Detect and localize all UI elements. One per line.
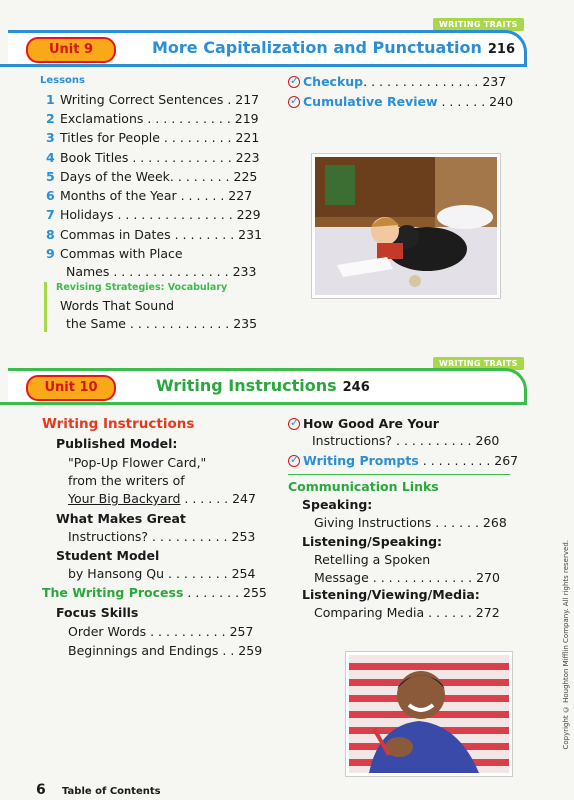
what-makes-great-1[interactable]: What Makes Great bbox=[56, 511, 186, 526]
lesson-number: 7 bbox=[46, 207, 55, 222]
footer-label: Table of Contents bbox=[62, 786, 161, 797]
check-icon bbox=[288, 96, 300, 108]
writing-prompts-row[interactable]: ✓Writing Prompts . . . . . . . . . 267 bbox=[288, 453, 518, 468]
lesson-number: 8 bbox=[46, 227, 55, 242]
lesson-number: 1 bbox=[46, 92, 55, 107]
lesson-label: Commas with Place bbox=[60, 246, 183, 261]
writing-traits-tag: WRITING TRAITS bbox=[433, 18, 524, 31]
communication-links-heading[interactable]: Communication Links bbox=[288, 479, 439, 494]
lesson-item[interactable] bbox=[46, 227, 262, 242]
published-model-line3[interactable]: Your Big Backyard . . . . . . 247 bbox=[68, 491, 256, 506]
retelling-row-1[interactable]: Retelling a Spoken bbox=[314, 552, 431, 567]
divider bbox=[288, 474, 510, 475]
what-makes-great-2[interactable]: Instructions? . . . . . . . . . . 253 bbox=[68, 529, 256, 544]
order-words-row[interactable]: Order Words . . . . . . . . . . 257 bbox=[68, 624, 254, 639]
writing-instructions-heading[interactable]: Writing Instructions bbox=[42, 416, 195, 432]
lesson-label: Commas in Dates . . . . . . . . 231 bbox=[60, 227, 263, 242]
writing-traits-tag: WRITING TRAITS bbox=[433, 357, 524, 370]
student-model-label[interactable]: Student Model bbox=[56, 548, 160, 563]
lesson-label: Months of the Year . . . . . . 227 bbox=[60, 188, 253, 203]
writing-process-row[interactable]: The Writing Process . . . . . . . 255 bbox=[42, 585, 267, 600]
lesson9-cont[interactable]: Names . . . . . . . . . . . . . . . 233 bbox=[66, 264, 257, 279]
retelling-row-2[interactable]: Message . . . . . . . . . . . . . 270 bbox=[314, 570, 500, 585]
boy-reading-photo bbox=[312, 154, 500, 298]
lesson-number: 6 bbox=[46, 188, 55, 203]
beginnings-endings-row[interactable]: Beginnings and Endings . . 259 bbox=[68, 643, 263, 658]
page-number: 6 bbox=[36, 782, 46, 798]
lesson-item[interactable] bbox=[46, 169, 257, 184]
lesson-label: Exclamations . . . . . . . . . . . 219 bbox=[60, 111, 259, 126]
published-model-line1[interactable]: "Pop-Up Flower Card," bbox=[68, 455, 207, 470]
unit9-pill: Unit 9 bbox=[26, 37, 116, 63]
copyright-notice: Copyright © Houghton Mifflin Company. All rights reserved. bbox=[562, 540, 570, 750]
unit10-title: Writing Instructions 246 bbox=[156, 376, 370, 395]
lesson-item[interactable] bbox=[46, 246, 183, 261]
lesson-item[interactable] bbox=[46, 207, 261, 222]
check-icon bbox=[288, 455, 300, 467]
lesson-label: Holidays . . . . . . . . . . . . . . . 229 bbox=[60, 207, 261, 222]
lesson-number: 4 bbox=[46, 150, 55, 165]
smiling-boy-photo bbox=[346, 652, 512, 776]
speaking-label: Speaking: bbox=[302, 497, 373, 512]
lesson-number: 9 bbox=[46, 246, 55, 261]
how-good-row-2[interactable]: Instructions? . . . . . . . . . . 260 bbox=[312, 433, 500, 448]
check-icon bbox=[288, 76, 300, 88]
unit10-pill: Unit 10 bbox=[26, 375, 116, 401]
how-good-row-1[interactable]: ✓How Good Are Your bbox=[288, 416, 439, 431]
lesson-label: Book Titles . . . . . . . . . . . . . 223 bbox=[60, 150, 260, 165]
lesson-label: Titles for People . . . . . . . . . 221 bbox=[60, 130, 260, 145]
revising-item-1[interactable]: Words That Sound bbox=[60, 298, 175, 313]
lesson-item[interactable] bbox=[46, 111, 259, 126]
lesson-number: 5 bbox=[46, 169, 55, 184]
check-icon bbox=[288, 418, 300, 430]
revising-item-2[interactable]: the Same . . . . . . . . . . . . . 235 bbox=[66, 316, 258, 331]
listening-viewing-media-label: Listening/Viewing/Media: bbox=[302, 587, 480, 602]
cumulative-row[interactable]: ✓Cumulative Review . . . . . . 240 bbox=[288, 94, 513, 109]
listening-speaking-label: Listening/Speaking: bbox=[302, 534, 443, 549]
lesson-label: Days of the Week. . . . . . . . 225 bbox=[60, 169, 258, 184]
comparing-media-row[interactable]: Comparing Media . . . . . . 272 bbox=[314, 605, 500, 620]
lesson-item[interactable] bbox=[46, 188, 252, 203]
lesson-item[interactable] bbox=[46, 150, 260, 165]
lesson-item[interactable] bbox=[46, 92, 259, 107]
revising-label: Revising Strategies: Vocabulary bbox=[56, 282, 228, 293]
checkup-row[interactable]: ✓Checkup. . . . . . . . . . . . . . . 237 bbox=[288, 74, 506, 89]
lesson-item[interactable] bbox=[46, 130, 259, 145]
focus-skills-label: Focus Skills bbox=[56, 605, 139, 620]
published-model-line2[interactable]: from the writers of bbox=[68, 473, 185, 488]
lessons-label: Lessons bbox=[40, 75, 85, 86]
student-model-by[interactable]: by Hansong Qu . . . . . . . . 254 bbox=[68, 566, 256, 581]
giving-instructions-row[interactable]: Giving Instructions . . . . . . 268 bbox=[314, 515, 507, 530]
revising-bar bbox=[44, 282, 47, 332]
lesson-number: 3 bbox=[46, 130, 55, 145]
unit9-title: More Capitalization and Punctuation 216 bbox=[152, 38, 516, 57]
lesson-label: Writing Correct Sentences . 217 bbox=[60, 92, 260, 107]
lesson-number: 2 bbox=[46, 111, 55, 126]
published-model-label: Published Model: bbox=[56, 436, 178, 451]
